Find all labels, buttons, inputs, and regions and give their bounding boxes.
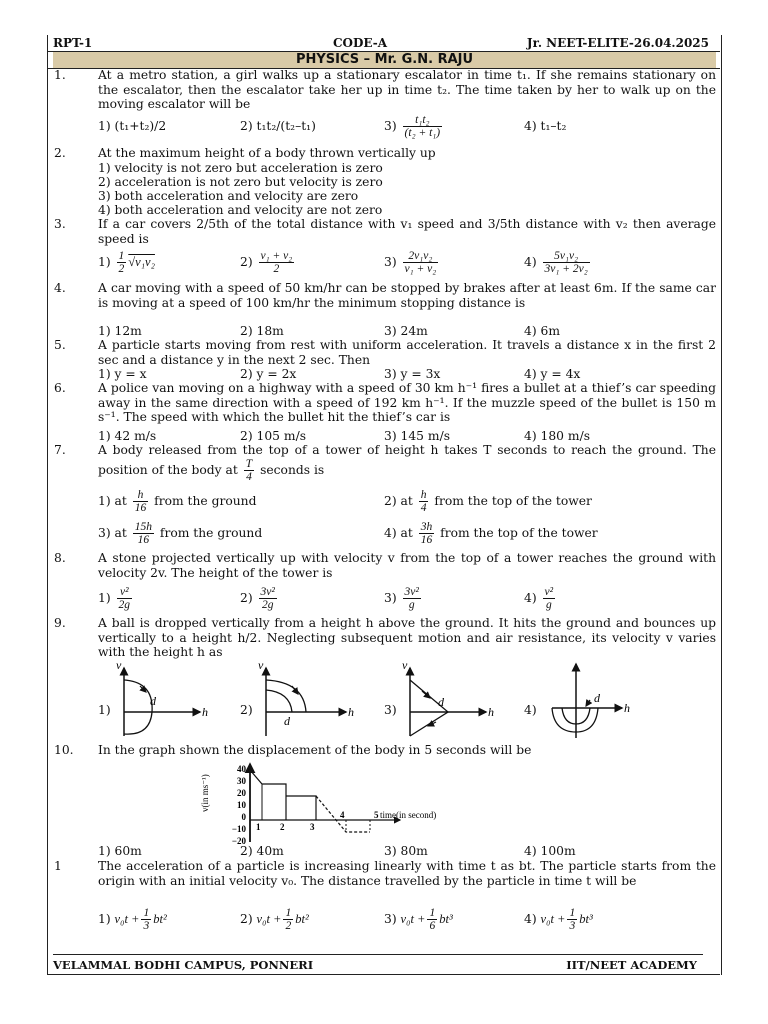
question-2 [54,146,716,218]
option-1: 1) 42 m/s [98,429,157,443]
svg-text:v: v [258,660,264,672]
svg-text:2: 2 [280,822,285,832]
svg-text:30: 30 [237,776,246,786]
question-number: 7. [54,443,66,457]
vh-graph-1 [114,660,214,740]
option-3: 3) $\frac{\text{t₁t₂}}{\text{(t₂ + t₁)}}$ [384,114,441,139]
question-number: 2. [54,146,66,160]
option-4: 4) v₀t + $\frac{1}{3}$ bt³ [524,907,593,932]
option-3: 3) 24m [384,324,428,338]
subject-title: PHYSICS – Mr. G.N. RAJU [53,52,716,68]
question-number: 3. [54,217,66,231]
option-1: 1) $\frac{\text{v²}}{2g}$ [98,586,131,611]
page-bottom-rule [47,974,720,975]
option-4: 4) $\frac{\text{v²}}{g}$ [524,586,554,611]
svg-text:h: h [348,705,354,719]
option-2: 2) t₁t₂/(t₂–t₁) [240,119,316,133]
svg-text:40: 40 [237,764,246,774]
option-4: 4) 180 m/s [524,429,591,443]
question-1 [54,68,716,143]
question-number: 9. [54,616,66,630]
option-3: 3) $\frac{\text{2v₁v₂}}{\text{v₁ + v₂}}$ [384,250,437,275]
option-1: 1) [98,703,111,717]
svg-text:d: d [594,691,600,705]
question-9 [54,616,716,741]
option-1: 1) $\frac{1}{2}$ √v₁v₂ [98,250,155,275]
svg-text:3: 3 [310,822,315,832]
vh-graph-2 [256,660,356,740]
question-text: A ball is dropped vertically from a height h above the ground. It hits the ground and bounces up vertically to a height h/2. Neglecting subsequent motion and air resistance, its velocity v varies with the height h as [98,616,716,659]
svg-text:v: v [402,660,408,672]
option-3: 3) [384,703,397,717]
question-text: A body released from the top of a tower of height h takes T seconds to reach the ground. The position of the body at $\frac{T}{4}$ seconds is [98,443,716,483]
option-2: 2) $\frac{\text{3v²}}{2g}$ [240,586,275,611]
question-3 [54,217,716,283]
header-center: CODE-A [333,36,388,50]
svg-text:d: d [150,694,156,708]
question-8 [54,551,716,619]
svg-text:5: 5 [374,810,379,820]
question-text: At the maximum height of a body thrown vertically up [98,146,436,160]
option-2: 2) $\frac{\text{v₁ + v₂}}{2}$ [240,250,293,275]
vh-graph-3 [400,660,500,740]
svg-text:d: d [438,695,444,709]
option-4: 4) $\frac{\text{5v₁v₂}}{\text{3v₁ + 2v₂}}$ [524,250,588,275]
option-2: 2) 18m [240,324,284,338]
option-4: 4) 100m [524,844,576,858]
question-number: 1 [54,859,62,873]
question-text: In the graph shown the displacement of the body in 5 seconds will be [98,743,532,757]
svg-text:d: d [284,714,290,728]
option-1: 1) 12m [98,324,142,338]
footer-rule [53,954,703,955]
option-1: 1) velocity is not zero but acceleration is zero [98,161,383,175]
option-2: 2) v₀t + $\frac{1}{2}$ bt² [240,907,309,932]
option-1: 1) y = x [98,367,147,381]
question-text: A stone projected vertically up with velocity v from the top of a tower reaches the ground with velocity 2v. The height of the tower is [98,551,716,580]
option-1: 1) v₀t + $\frac{1}{3}$ bt² [98,907,167,932]
option-3: 3) v₀t + $\frac{1}{6}$ bt³ [384,907,453,932]
header-left: RPT-1 [53,36,93,50]
svg-text:1: 1 [256,822,261,832]
option-4: 4) at $\frac{3h}{16}$ from the top of the tower [384,521,598,546]
option-2: 2) [240,703,253,717]
option-3: 3) $\frac{\text{3v²}}{g}$ [384,586,419,611]
option-2: 2) 40m [240,844,284,858]
question-text: A police van moving on a highway with a speed of 30 km h⁻¹ fires a bullet at a thief’s car speeding away in the same direction with a speed of 192 km h⁻¹. If the muzzle speed of the bullet is 150 m s⁻¹. The speed with which the bullet hit the thief’s car is [98,381,716,424]
svg-text:h: h [202,705,208,719]
option-4: 4) y = 4x [524,367,581,381]
question-text: At a metro station, a girl walks up a stationary escalator in time t₁. If she remains stationary on the escalator, then the escalator take her up in time t₂. The time taken by her to walk up on the moving escalator will be [98,68,716,111]
option-3: 3) 80m [384,844,428,858]
svg-text:h: h [624,701,630,715]
option-1: 1) (t₁+t₂)/2 [98,119,167,133]
question-11 [54,859,716,931]
footer [53,958,713,974]
question-10 [54,743,716,858]
option-4: 4) both acceleration and velocity are not zero [98,203,383,217]
footer-left: VELAMMAL BODHI CAMPUS, PONNERI [53,958,314,972]
option-2: 2) acceleration is not zero but velocity is zero [98,175,383,189]
option-2: 2) y = 2x [240,367,297,381]
option-3: 3) 145 m/s [384,429,451,443]
option-1: 1) 60m [98,844,142,858]
option-1: 1) at $\frac{h}{16}$ from the ground [98,489,257,514]
question-number: 4. [54,281,66,295]
question-6 [54,381,716,441]
velocity-time-graph [198,758,478,844]
svg-text:10: 10 [237,800,246,810]
question-number: 10. [54,743,74,757]
option-3: 3) y = 3x [384,367,441,381]
question-7 [54,443,716,551]
question-number: 8. [54,551,66,565]
option-2: 2) 105 m/s [240,429,307,443]
question-text: A particle starts moving from rest with uniform acceleration. It travels a distance x in the first 2 sec and a distance y in the next 2 sec. Then [98,338,716,367]
question-number: 5. [54,338,66,352]
question-4 [54,281,716,337]
svg-text:h: h [488,705,494,719]
question-5 [54,338,716,382]
option-2: 2) at $\frac{h}{4}$ from the top of the tower [384,489,592,514]
header-right: Jr. NEET-ELITE-26.04.2025 [526,36,709,50]
option-4: 4) [524,703,537,717]
option-3: 3) both acceleration and velocity are zero [98,189,359,203]
svg-text:time(in second): time(in second) [380,810,437,820]
question-number: 1. [54,68,66,82]
header [53,36,713,52]
question-text: If a car covers 2/5th of the total distance with v₁ speed and 3/5th distance with v₂ then average speed is [98,217,716,246]
vh-graph-4 [542,656,642,740]
option-4: 4) 6m [524,324,561,338]
svg-text:v(in ms⁻¹): v(in ms⁻¹) [200,774,210,812]
svg-text:v: v [116,660,122,672]
footer-right: IIT/NEET ACADEMY [566,958,697,972]
svg-text:4: 4 [340,810,345,820]
question-text: The acceleration of a particle is increasing linearly with time t as bt. The particle starts from the origin with an initial velocity v₀. The distance travelled by the particle in time t will be [98,859,716,888]
option-4: 4) t₁–t₂ [524,119,567,133]
svg-text:0: 0 [241,812,246,822]
question-number: 6. [54,381,66,395]
option-3: 3) at $\frac{15h}{16}$ from the ground [98,521,263,546]
svg-text:−20: −20 [231,836,246,844]
svg-text:−10: −10 [231,824,246,834]
question-text: A car moving with a speed of 50 km/hr can be stopped by brakes after at least 6m. If the same car is moving at a speed of 100 km/hr the minimum stopping distance is [98,281,716,310]
svg-text:20: 20 [237,788,246,798]
